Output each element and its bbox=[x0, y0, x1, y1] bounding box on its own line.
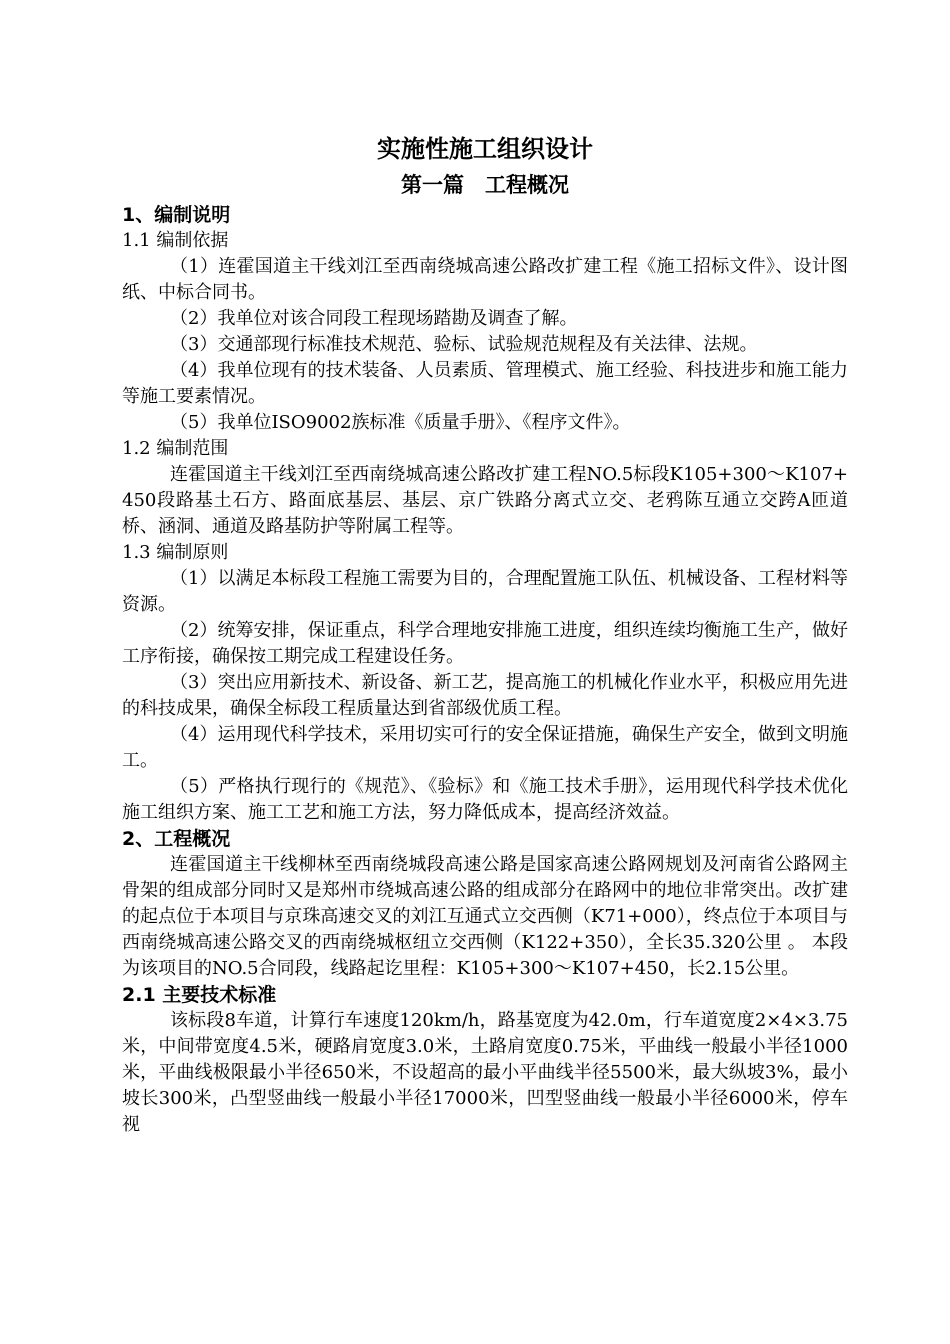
subsection-heading: 1.3 编制原则 bbox=[122, 542, 229, 563]
document-page bbox=[122, 132, 848, 1138]
subsection-scope bbox=[122, 436, 848, 540]
paragraph: （2）统筹安排，保证重点，科学合理地安排施工进度，组织连续均衡施工生产，做好工序衔接，确保按工期完成工程建设任务。 bbox=[122, 620, 848, 667]
paragraph: （1）连霍国道主干线刘江至西南绕城高速公路改扩建工程《施工招标文件》、设计图纸、中标合同书。 bbox=[122, 256, 848, 303]
section-overview bbox=[122, 826, 848, 1138]
paragraph: （3）交通部现行标准技术规范、验标、试验规范规程及有关法律、法规。 bbox=[170, 334, 758, 355]
paragraph: （2）我单位对该合同段工程现场踏勘及调查了解。 bbox=[170, 308, 578, 329]
subsection-heading: 2.1 主要技术标准 bbox=[122, 984, 277, 1006]
section-compilation bbox=[122, 202, 848, 826]
subsection-principles bbox=[122, 540, 848, 826]
subsection-heading: 1.2 编制范围 bbox=[122, 438, 229, 459]
section-heading: 2、工程概况 bbox=[122, 828, 231, 850]
document-subtitle: 第一篇 工程概况 bbox=[401, 173, 569, 197]
paragraph: （3）突出应用新技术、新设备、新工艺，提高施工的机械化作业水平，积极应用先进的科技成果，确保全标段工程质量达到省部级优质工程。 bbox=[122, 672, 848, 719]
subsection-technical-standards bbox=[122, 982, 848, 1138]
subsection-basis bbox=[122, 228, 848, 436]
paragraph: （1）以满足本标段工程施工需要为目的，合理配置施工队伍、机械设备、工程材料等资源。 bbox=[122, 568, 848, 615]
paragraph: 连霍国道主干线柳林至西南绕城段高速公路是国家高速公路网规划及河南省公路网主骨架的组成部分同时又是郑州市绕城高速公路的组成部分在路网中的地位非常突出。改扩建的起点位于本项目与京珠高速交叉的刘江互通式立交西侧（K71+000），终点位于本项目与西南绕城高速公路交叉的西南绕城枢纽立交西侧（K122+350），全长35.320公里 。 本段为该项目的NO.5合同段，线路起讫里程：K105+300～K107+450，长2.15公里。 bbox=[122, 854, 848, 979]
paragraph: （4）运用现代科学技术，采用切实可行的安全保证措施，确保生产安全，做到文明施工。 bbox=[122, 724, 848, 771]
paragraph: （5）我单位ISO9002族标准《质量手册》、《程序文件》。 bbox=[170, 412, 631, 433]
paragraph: （4）我单位现有的技术装备、人员素质、管理模式、施工经验、科技进步和施工能力等施工要素情况。 bbox=[122, 360, 848, 407]
paragraph: 连霍国道主干线刘江至西南绕城高速公路改扩建工程NO.5标段K105+300～K107+450段路基土石方、路面底基层、基层、京广铁路分离式立交、老鸦陈互通立交跨A匝道桥、涵洞、通道及路基防护等附属工程等。 bbox=[122, 464, 848, 537]
document-title: 实施性施工组织设计 bbox=[377, 135, 593, 163]
paragraph: 该标段8车道，计算行车速度120km/h，路基宽度为42.0m，行车道宽度2×4×3.75米，中间带宽度4.5米，硬路肩宽度3.0米，土路肩宽度0.75米，平曲线一般最小半径1000米，平曲线极限最小半径650米，不设超高的最小平曲线半径5500米，最大纵坡3%，最小坡长300米，凸型竖曲线一般最小半径17000米，凹型竖曲线一般最小半径6000米，停车视 bbox=[122, 1010, 848, 1135]
paragraph: （5）严格执行现行的《规范》、《验标》和《施工技术手册》，运用现代科学技术优化施工组织方案、施工工艺和施工方法，努力降低成本，提高经济效益。 bbox=[122, 776, 848, 823]
subsection-heading: 1.1 编制依据 bbox=[122, 230, 229, 251]
section-heading: 1、编制说明 bbox=[122, 204, 231, 226]
